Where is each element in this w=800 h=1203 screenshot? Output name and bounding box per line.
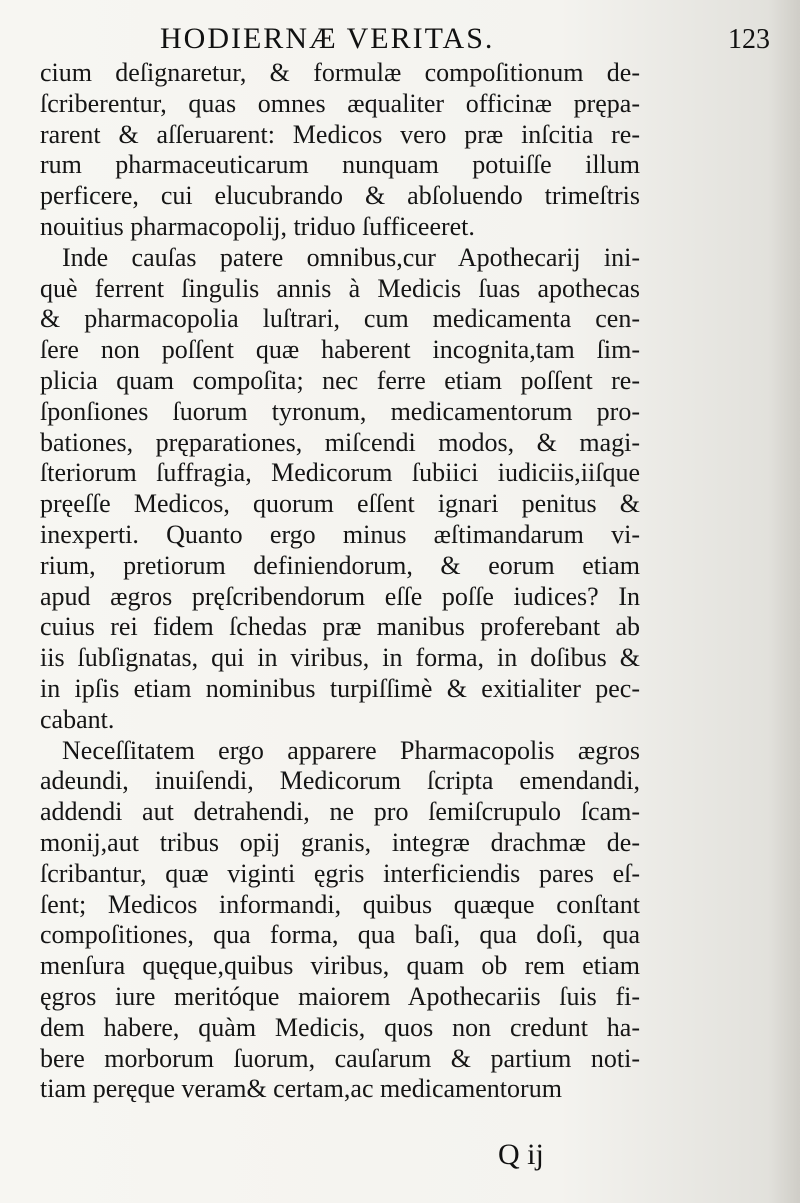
text-line: compoſitiones, qua forma, qua baſi, qua doſi, qua [40, 920, 640, 950]
text-line: què ferrent ſingulis annis à Medicis ſuas apothecas [40, 273, 640, 303]
text-line: rium, pretiorum definiendorum, & eorum etiam [40, 550, 640, 580]
body-text [40, 58, 640, 1105]
text-line: bere morborum ſuorum, cauſarum & partium noti- [40, 1043, 640, 1073]
text-line: dem habere, quàm Medicis, quos non credunt ha- [40, 1012, 640, 1042]
text-line: monij,aut tribus opij granis, integræ drachmæ de- [40, 827, 640, 857]
text-line: ſponſiones ſuorum tyronum, medicamentorum pro- [40, 396, 640, 426]
text-line: addendi aut detrahendi, ne pro ſemiſcrupulo ſcam- [40, 797, 640, 827]
text-line: iis ſubſignatas, qui in viribus, in forma, in doſibus & [40, 643, 640, 673]
text-line: nouitius pharmacopolij, triduo ſufficeeret. [40, 211, 475, 241]
text-line: apud ægros pręſcribendorum eſſe poſſe iudices? In [40, 581, 640, 611]
text-line: menſura quęque,quibus viribus, quam ob rem etiam [40, 951, 640, 981]
text-line: ſteriorum ſuffragia, Medicorum ſubiici iudiciis,iiſque [40, 458, 640, 488]
text-line: rarent & aſſeruarent: Medicos vero præ inſcitia re- [40, 119, 640, 149]
text-line: plicia quam compoſita; nec ferre etiam poſſent re- [40, 365, 640, 395]
text-line: rum pharmaceuticarum nunquam potuiſſe illum [40, 150, 640, 180]
page-header [150, 22, 778, 62]
text-line: ſent; Medicos informandi, quibus quæque conſtant [40, 889, 640, 919]
text-line: cium deſignaretur, & formulæ compoſitionum de- [40, 58, 640, 87]
text-line: in ipſis etiam nominibus turpiſſimè & exitialiter pec- [40, 673, 640, 703]
text-line: Inde cauſas patere omnibus,cur Apothecarij ini- [62, 242, 640, 272]
running-head: HODIERNÆ VERITAS. [160, 22, 495, 55]
page-number: 123 [728, 24, 770, 55]
text-line: ęgros iure meritóque maiorem Apothecariis ſuis fi- [40, 981, 640, 1011]
signature-mark: Q ij [498, 1138, 544, 1171]
text-line: pręeſſe Medicos, quorum eſſent ignari penitus & [40, 489, 640, 519]
text-line: perficere, cui elucubrando & abſoluendo trimeſtris [40, 181, 640, 211]
text-line: inexperti. Quanto ergo minus æſtimandarum vi- [40, 519, 640, 549]
text-line: bationes, pręparationes, miſcendi modos, & magi- [40, 427, 640, 457]
text-line: ſere non poſſent quæ haberent incognita,tam ſim- [40, 335, 640, 365]
text-line: & pharmacopolia luſtrari, cum medicamenta cen- [40, 304, 640, 334]
text-line: ſcribantur, quæ viginti ęgris interficiendis pares eſ- [40, 858, 640, 888]
text-line: tiam peręque veram& certam,ac medicamentorum [40, 1074, 562, 1104]
text-line: cabant. [40, 704, 115, 734]
text-line: Neceſſitatem ergo apparere Pharmacopolis ægros [62, 735, 640, 765]
text-line: cuius rei fidem ſchedas præ manibus proferebant ab [40, 612, 640, 642]
text-line: ſcriberentur, quas omnes æqualiter officinæ prępa- [40, 88, 640, 118]
text-line: adeundi, inuiſendi, Medicorum ſcripta emendandi, [40, 766, 640, 796]
